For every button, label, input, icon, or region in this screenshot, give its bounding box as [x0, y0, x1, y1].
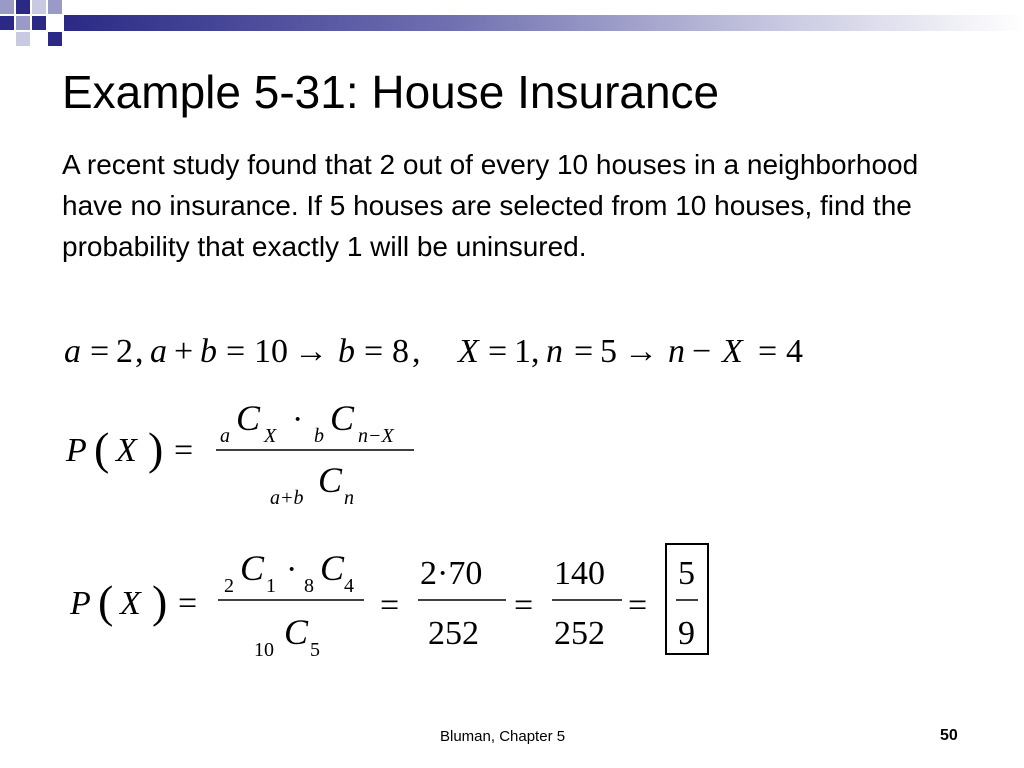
fraction-numerator: 2·70 [420, 555, 483, 592]
subscript-n-minus-X: n−X [358, 425, 394, 447]
var-P: P [66, 432, 87, 469]
equals-sign: = [514, 587, 534, 624]
page-number: 50 [940, 727, 958, 744]
answer-numerator: 5 [678, 555, 695, 592]
combination-C: C [318, 460, 343, 500]
value-8: 8 [392, 333, 409, 370]
var-X: X [458, 333, 479, 370]
slide-title: Example 5-31: House Insurance [62, 66, 720, 118]
slide-footer: Bluman, Chapter 5 [440, 728, 566, 745]
equals-sign: = [758, 333, 778, 370]
arrow-icon: → [624, 333, 658, 370]
equals-sign: = [488, 333, 508, 370]
var-n: n [668, 333, 685, 370]
subscript-X: X [264, 425, 277, 447]
equals-sign: = [226, 333, 246, 370]
var-P: P [70, 585, 91, 622]
equals-sign: = [574, 333, 594, 370]
var-X: X [722, 333, 743, 370]
right-paren: ) [152, 576, 168, 627]
value-5: 5 [600, 333, 617, 370]
answer-denominator: 9 [678, 615, 695, 652]
equals-sign: = [178, 585, 198, 622]
var-b: b [200, 333, 217, 370]
equals-sign: = [380, 587, 400, 624]
value-1: 1 [514, 333, 531, 370]
given-equation [64, 333, 803, 370]
subscript-b: b [314, 425, 324, 447]
prefix-2: 2 [224, 575, 234, 597]
subscript-1: 1 [266, 575, 276, 597]
subscript-n: n [344, 487, 354, 509]
comma: , [412, 333, 421, 370]
var-a: a [64, 333, 81, 370]
comma: , [531, 333, 540, 370]
prefix-8: 8 [304, 575, 314, 597]
arrow-icon: → [294, 333, 328, 370]
prefix-10: 10 [254, 639, 274, 661]
fraction-denominator: 252 [428, 615, 479, 652]
combination-C: C [330, 398, 355, 438]
subscript-4: 4 [344, 575, 354, 597]
combination-C: C [284, 612, 309, 652]
equals-sign: = [364, 333, 384, 370]
equals-sign: = [174, 432, 194, 469]
minus-sign: − [692, 333, 712, 370]
subscript-5: 5 [310, 639, 320, 661]
comma: , [135, 333, 144, 370]
var-X: X [116, 432, 137, 469]
var-b: b [338, 333, 355, 370]
problem-statement: A recent study found that 2 out of every 10 houses in a neighborhood have no insurance. If 5 houses are selected from 10 houses, find the probability that exactly 1 will be uninsured. [62, 149, 919, 262]
combination-C: C [236, 398, 261, 438]
value-2: 2 [116, 333, 133, 370]
var-X: X [120, 585, 141, 622]
value-10: 10 [254, 333, 288, 370]
equals-sign: = [628, 587, 648, 624]
subscript-a-plus-b: a+b [270, 487, 304, 509]
fraction-denominator: 252 [554, 615, 605, 652]
value-4: 4 [786, 333, 803, 370]
dot-operator: · [292, 401, 304, 438]
right-paren: ) [148, 423, 164, 474]
left-paren: ( [98, 576, 114, 627]
probability-computation [69, 544, 708, 661]
dot-operator: · [286, 551, 298, 588]
plus-sign: + [174, 333, 194, 370]
var-a: a [150, 333, 167, 370]
equals-sign: = [90, 333, 110, 370]
hypergeometric-formula [65, 398, 414, 509]
fraction-numerator: 140 [554, 555, 605, 592]
subscript-a: a [220, 425, 230, 447]
combination-C: C [240, 548, 265, 588]
combination-C: C [320, 548, 345, 588]
left-paren: ( [94, 423, 110, 474]
var-n: n [546, 333, 563, 370]
